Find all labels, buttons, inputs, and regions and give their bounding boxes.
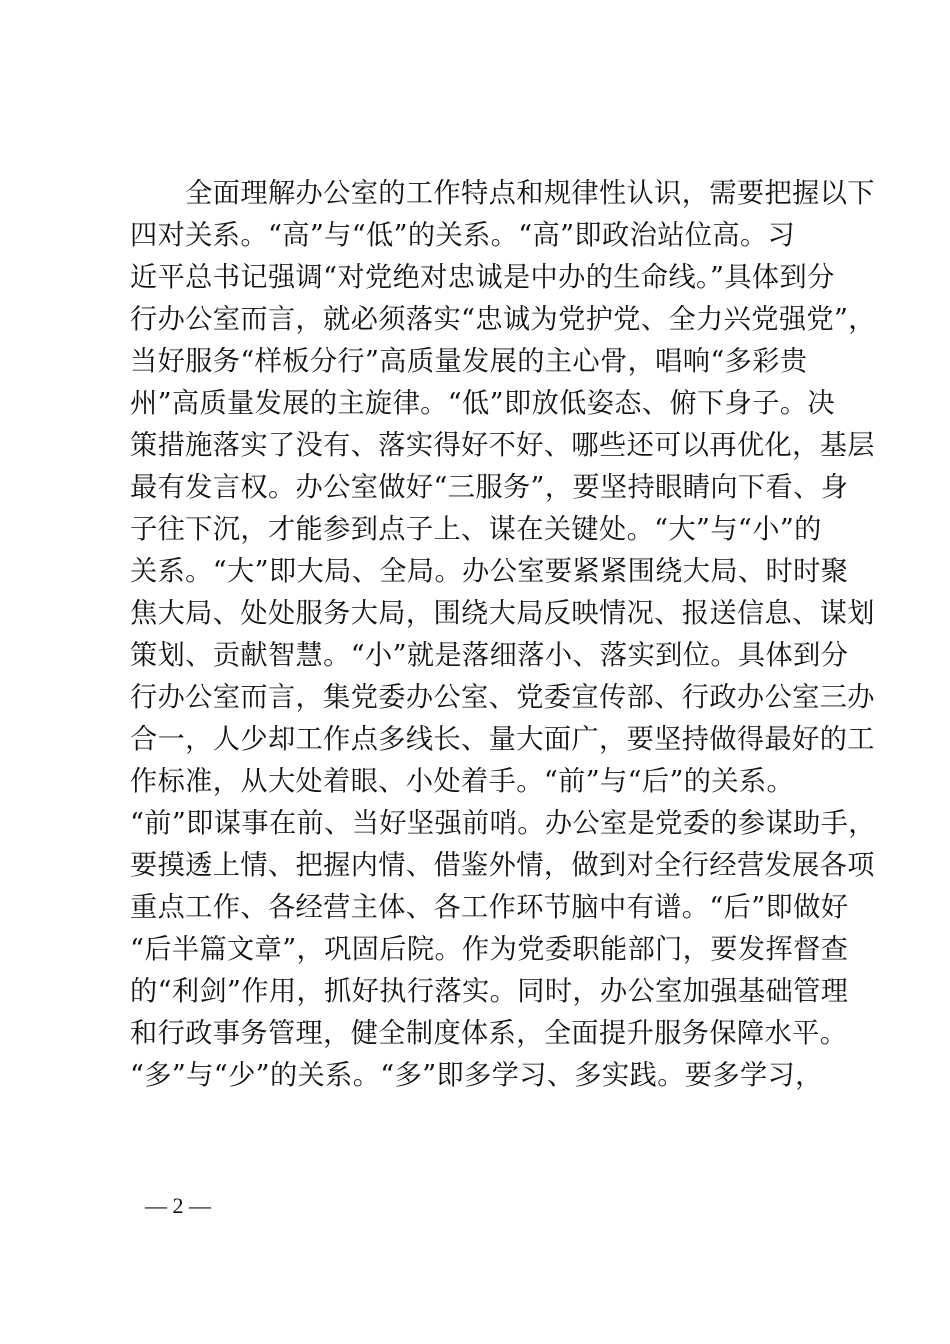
- text-line: “多”与“少”的关系。“多”即多学习、多实践。要多学习，: [130, 1060, 823, 1091]
- text-line: “后半篇文章”，巩固后院。作为党委职能部门，要发挥督查: [130, 934, 849, 965]
- text-line: 策措施落实了没有、落实得好不好、哪些还可以再优化，基层: [130, 430, 875, 461]
- text-line: 全面理解办公室的工作特点和规律性认识，需要把握以下: [130, 178, 875, 209]
- text-line: 要摸透上情、把握内情、借鉴外情，做到对全行经营发展各项: [130, 850, 875, 881]
- text-line: 子往下沉，才能参到点子上、谋在关键处。“大”与“小”的: [130, 514, 822, 545]
- text-line: 重点工作、各经营主体、各工作环节脑中有谱。“后”即做好: [130, 892, 849, 923]
- text-line: “前”即谋事在前、当好坚强前哨。办公室是党委的参谋助手，: [130, 808, 876, 839]
- text-line: 近平总书记强调“对党绝对忠诚是中办的生命线。”具体到分: [130, 262, 835, 293]
- text-line: 策划、贡献智慧。“小”就是落细落小、落实到位。具体到分: [130, 640, 849, 671]
- text-line: 的“利剑”作用，抓好执行落实。同时，办公室加强基础管理: [130, 976, 849, 1007]
- text-line: 行办公室而言，集党委办公室、党委宣传部、行政办公室三办: [130, 682, 875, 713]
- text-line: 作标准，从大处着眼、小处着手。“前”与“后”的关系。: [130, 766, 795, 797]
- text-line: 和行政事务管理，健全制度体系，全面提升服务保障水平。: [130, 1018, 848, 1049]
- page-number: — 2 —: [145, 1193, 211, 1218]
- text-line: 当好服务“样板分行”高质量发展的主心骨，唱响“多彩贵: [130, 346, 808, 377]
- text-line: 焦大局、处处服务大局，围绕大局反映情况、报送信息、谋划: [130, 598, 875, 629]
- text-line: 最有发言权。办公室做好“三服务”，要坚持眼睛向下看、身: [130, 472, 849, 503]
- text-line: 州”高质量发展的主旋律。“低”即放低姿态、俯下身子。决: [130, 388, 835, 419]
- text-line: 合一，人少却工作点多线长、量大面广，要坚持做得最好的工: [130, 724, 875, 755]
- text-line: 四对关系。“高”与“低”的关系。“高”即政治站位高。习: [130, 220, 796, 251]
- text-line: 行办公室而言，就必须落实“忠诚为党护党、全力兴党强党”，: [130, 304, 876, 335]
- text-line: 关系。“大”即大局、全局。办公室要紧紧围绕大局、时时聚: [130, 556, 849, 587]
